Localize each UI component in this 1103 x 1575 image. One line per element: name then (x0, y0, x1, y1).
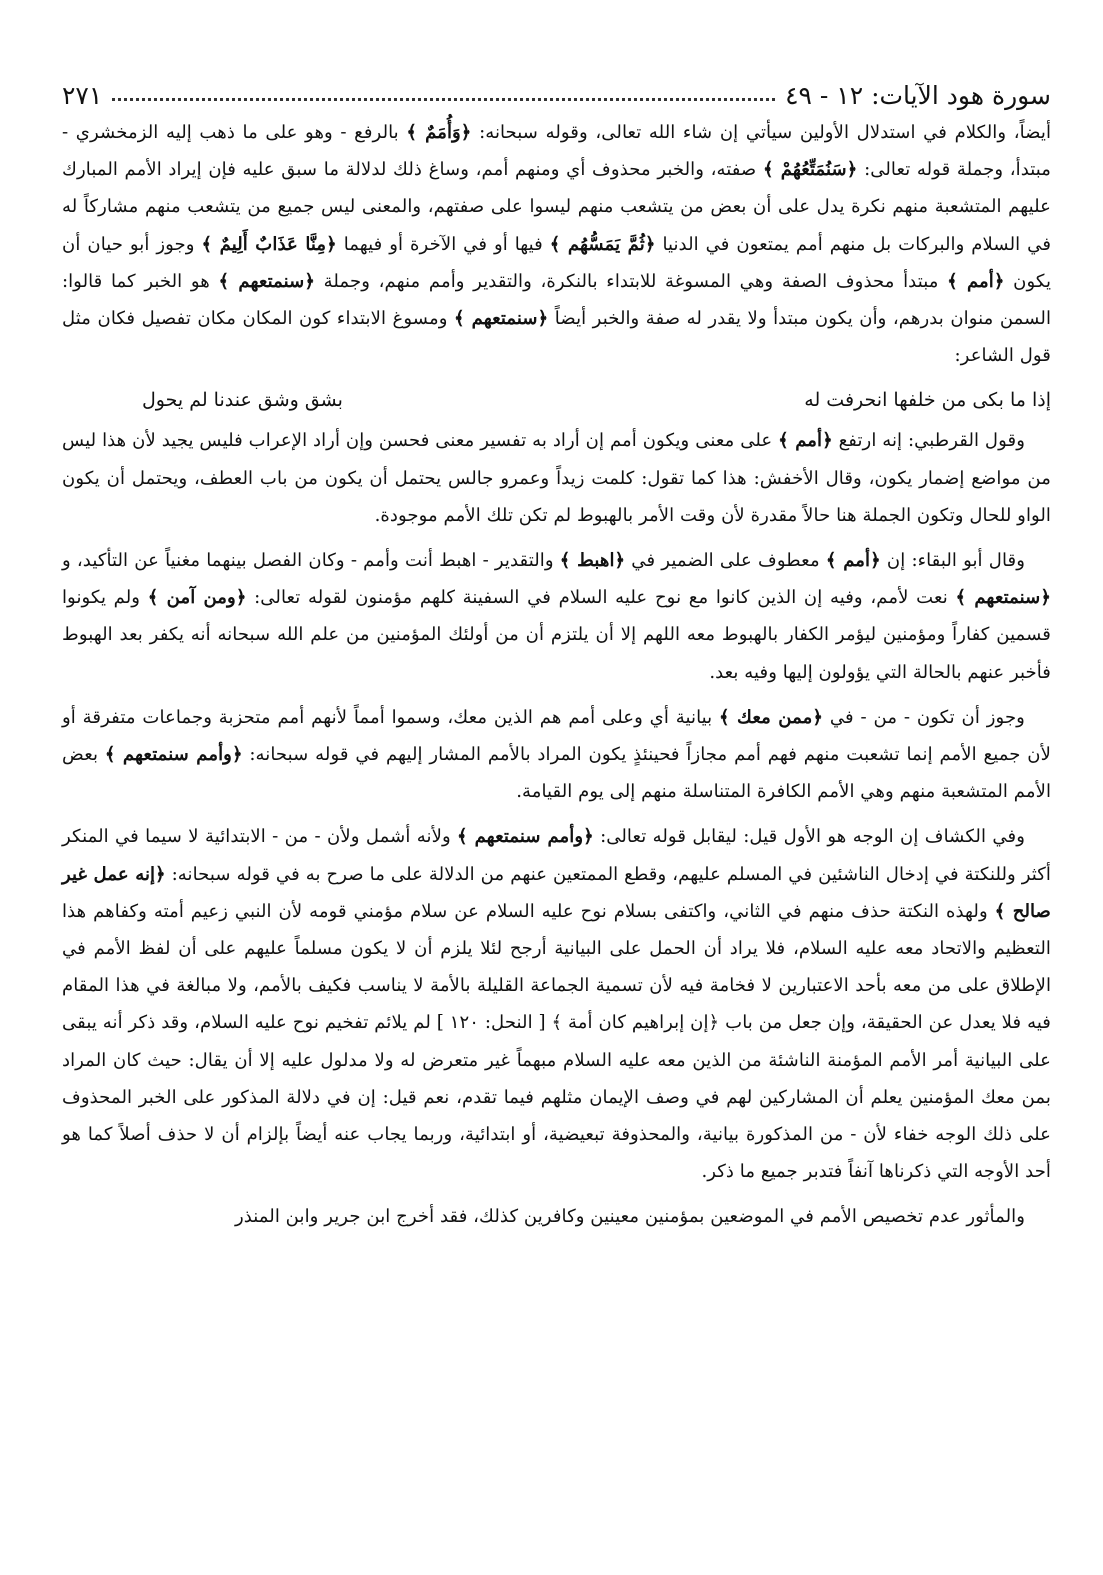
text-block-second (62, 422, 1051, 1235)
paragraph (62, 818, 1051, 1190)
quranic-quote: ﴿أمم ﴾ (778, 430, 833, 452)
text-run: وجوز أن تكون - من - في (823, 706, 1025, 728)
text-run: ولهذه النكتة حذف منهم في الثاني، واكتفى بسلام نوح عليه السلام عن سلام مؤمني قومه لأن النبي زعيم أمته وكفاهم هذا التعظيم والاتحاد معه عليه السلام، فلا يراد أن الحمل على البيانية أرجح لئلا يلزم أن لا يكون مسلماً عليهم على أن لفظ الأمم في الإطلاق على من معه بأحد الاعتبارين لا فخامة فيه لأن تسمية الجماعة القليلة بالأمة لا يناسب فكيف بالأمم، ولا مبالغة في هذا المقام فيه فلا يعدل عن الحقيقة، وإن جعل من باب (62, 900, 1051, 1034)
quranic-quote: ﴿أمم ﴾ (825, 550, 881, 572)
quranic-quote: ﴿وأمم سنمتعهم ﴾ (104, 744, 243, 766)
text-block-first (62, 114, 1051, 374)
quranic-quote: ﴿سنمتعهم ﴾ (453, 308, 549, 330)
text-run: ولأنه أشمل ولأن - من - الابتدائية لا سيما في المنكر أكثر وللنكتة في إدخال الناشئين في المسلم عليهم، وقطع الممتعين عنهم من الدلالة على ما صرح به في قوله سبحانه: (62, 826, 1051, 885)
text-run: على معنى ويكون أمم إن أراد به تفسير معنى فحسن وإن أراد الإعراب فليس يجيد لأن هذا ليس من مواضع إضمار يكون، وقال الأخفش: هذا كما تقول: كلمت زيداً وعمرو جالس يحتمل أن يكون من باب العطف، ويحتمل أن يكون الواو للحال وتكون الجملة هنا حالاً مقدرة لأن وقت الأمر بالهبوط لم تكن تلك الأمم موجودة. (62, 430, 1051, 526)
quranic-quote: ﴿وأمم سنمتعهم ﴾ (457, 826, 594, 848)
header-dotted-leader (112, 97, 775, 101)
text-run: بيانية أي وعلى أمم هم الذين معك، وسموا أمماً لأنهم أمم متحزبة وجماعات متفرقة أو لأن جميع الأمم إنما تشعبت منهم فهم أمم مجازاً فحينئذٍ يكون المراد بالأمم المشار إليهم في قوله سبحانه: (62, 706, 1051, 766)
verse-first-hemistich: إذا ما بكى من خلفها انحرفت له (804, 389, 1051, 412)
text-run: فيها أو في الآخرة أو فيهما (336, 233, 550, 255)
quranic-quote: ﴿إنه عمل غير صالح ﴾ (62, 863, 1052, 922)
quranic-quote: ﴿سنمتعهم ﴾ (955, 587, 1051, 609)
paragraph (62, 542, 1051, 691)
poetry-verse (62, 382, 1051, 418)
text-run: وقال أبو البقاء: إن (880, 550, 1025, 572)
text-run: [ النحل: ١٢٠ ] لم يلائم تفخيم نوح عليه السلام، وقد ذكر أنه يبقى على البيانية أمر الأمم المؤمنة الناشئة من الذين معه عليه السلام مبهماً غير متعرض له ولا مدلول عليه إلا أن يقال: حيث كان المراد بمن معك المؤمنين يعلم أن المشاركين لهم في وصف الإيمان مثلهم فيما تقدم، نعم قيل: إن في دلالة المذكور على الخبر المحذوف على ذلك الوجه خفاء لأن - من المذكورة بيانية، والمحذوفة تبعيضية، أو ابتدائية، وربما يجاب عنه أيضاً بإلزام أن لا حذف أصلاً كما هو أحد الأوجه التي ذكرناها آنفاً فتدبر جميع ما ذكر. (62, 1012, 1051, 1183)
text-run: وجوز أبو حيان أن يكون (62, 233, 1052, 292)
quranic-quote: ﴿اهبط ﴾ (559, 550, 626, 572)
text-run: والتقدير - اهبط أنت وأمم - وكان الفصل بينهما مغنياً عن التأكيد، و (62, 550, 560, 572)
text-run: هو الخبر كما قالوا: السمن منوان بدرهم، وأن يكون مبتدأ ولا يقدر له صفة والخبر أيضاً (62, 270, 1051, 330)
surah-title: سورة هود الآيات: ١٢ - ٤٩ (785, 81, 1051, 110)
text-run: وقول القرطبي: إنه ارتفع (832, 430, 1025, 452)
page-body (62, 114, 1051, 1567)
text-run: بعض الأمم المتشعبة منهم وهي الأمم الكافرة المتناسلة منهم إلى يوم القيامة. (62, 744, 1051, 803)
quranic-quote: ﴿مِنَّا عَذَابٌ أَلِيمٌ ﴾ (201, 233, 337, 255)
quranic-quote: ﴿ومن آمن ﴾ (147, 587, 247, 609)
text-run: أيضاً، والكلام في استدلال الأولين سيأتي إن شاء الله تعالى، وقوله سبحانه: (471, 122, 1051, 143)
paragraph (62, 699, 1051, 811)
text-run: والمأثور عدم تخصيص الأمم في الموضعين بمؤمنين معينين وكافرين كذلك، فقد أخرج ابن جرير وابن المنذر (234, 1206, 1025, 1228)
text-run: مبتدأ محذوف الصفة وهي المسوغة للابتداء بالنكرة، والتقدير وأمم منهم، وجملة (315, 270, 948, 292)
text-run: معطوف على الضمير في (625, 550, 826, 572)
text-run: ومسوغ الابتداء كون المكان مكان تفصيل فكان مثل قول الشاعر: (62, 308, 1051, 367)
text-run: وفي الكشاف إن الوجه هو الأول قيل: ليقابل قوله تعالى: (593, 826, 1025, 848)
text-run: نعت لأمم، وفيه إن الذين كانوا مع نوح عليه السلام في السفينة كلهم مؤمنون لقوله تعالى: (246, 587, 956, 609)
text-run: بالرفع - وهو على ما ذهب إليه الزمخشري - مبتدأ، وجملة قوله تعالى: (62, 122, 1052, 181)
paragraph (62, 114, 1051, 374)
quranic-quote: ﴿سَنُمَتِّعُهُمْ ﴾ (762, 159, 858, 181)
quranic-quote: ﴿ثُمَّ يَمَسُّهُم ﴾ (549, 233, 656, 255)
paragraph (62, 422, 1051, 534)
text-run: صفته، والخبر محذوف أي ومنهم أمم، وساغ ذلك لدلالة ما سبق عليه فإن إيراد الأمم المبارك عليهم المتشعبة منهم نكرة يدل على أن بعض من يتشعب منهم ليسوا على صفتهم، والمعنى ليس جميع من يتشعب منهم مشاركاً له في السلام والبركات بل منهم أمم يمتعون في الدنيا (62, 159, 1052, 255)
quranic-quote: ﴿وَأُمَمٌ ﴾ (406, 122, 472, 143)
paragraph (62, 1198, 1051, 1235)
quranic-quote: ﴿سنمتعهم ﴾ (218, 270, 316, 292)
page-header (62, 66, 1051, 110)
text-run: ﴿إن إبراهيم كان أمة ﴾ (551, 1012, 720, 1034)
page-number: ٢٧١ (62, 81, 103, 110)
verse-second-hemistich: بشق وشق عندنا لم يحول (142, 389, 343, 412)
text-run: ولم يكونوا قسمين كفاراً ومؤمنين ليؤمر الكفار بالهبوط معه اللهم إلا أن يلتزم أن من أولئك المؤمنين من علم الله سبحانه أنه يكفر بعد الهبوط فأخبر عنهم بالحالة التي يؤولون إليها وفيه بعد. (62, 587, 1051, 683)
quranic-quote: ﴿أمم ﴾ (947, 270, 1005, 292)
quranic-quote: ﴿ممن معك ﴾ (719, 706, 824, 728)
